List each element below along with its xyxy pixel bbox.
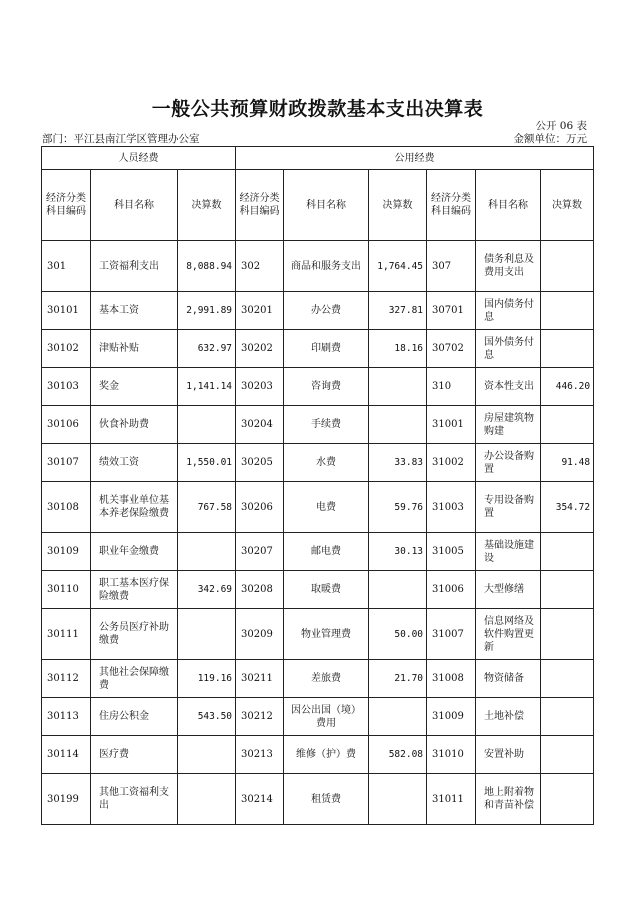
name-cell: 物业管理费 bbox=[284, 609, 369, 660]
name-cell: 大型修缮 bbox=[476, 571, 541, 609]
name-cell: 住房公积金 bbox=[91, 698, 178, 736]
code-cell: 30199 bbox=[42, 774, 91, 825]
name-cell: 地上附着物和青苗补偿 bbox=[476, 774, 541, 825]
code-cell: 31007 bbox=[427, 609, 476, 660]
table-row bbox=[42, 571, 594, 609]
code-cell: 31009 bbox=[427, 698, 476, 736]
amount-cell: 18.16 bbox=[369, 330, 427, 368]
name-cell: 医疗费 bbox=[91, 736, 178, 774]
table-row bbox=[42, 482, 594, 533]
amount-cell: 327.81 bbox=[369, 292, 427, 330]
code-cell: 30103 bbox=[42, 368, 91, 406]
code-cell: 31001 bbox=[427, 406, 476, 444]
amount-cell bbox=[178, 736, 236, 774]
name-cell: 商品和服务支出 bbox=[284, 241, 369, 292]
name-cell: 安置补助 bbox=[476, 736, 541, 774]
code-cell: 30206 bbox=[236, 482, 284, 533]
amount-cell: 582.08 bbox=[369, 736, 427, 774]
header-code: 经济分类科目编码 bbox=[42, 170, 91, 241]
header-name: 科目名称 bbox=[284, 170, 369, 241]
name-cell: 职业年金缴费 bbox=[91, 533, 178, 571]
code-cell: 30209 bbox=[236, 609, 284, 660]
amount-cell bbox=[541, 660, 594, 698]
table-row bbox=[42, 292, 594, 330]
amount-cell: 8,088.94 bbox=[178, 241, 236, 292]
amount-cell bbox=[178, 406, 236, 444]
code-cell: 30111 bbox=[42, 609, 91, 660]
amount-cell: 21.70 bbox=[369, 660, 427, 698]
code-cell: 30207 bbox=[236, 533, 284, 571]
name-cell: 租赁费 bbox=[284, 774, 369, 825]
amount-cell: 543.50 bbox=[178, 698, 236, 736]
code-cell: 30214 bbox=[236, 774, 284, 825]
name-cell: 物资储备 bbox=[476, 660, 541, 698]
code-cell: 31005 bbox=[427, 533, 476, 571]
table-row bbox=[42, 533, 594, 571]
amount-cell bbox=[178, 609, 236, 660]
name-cell: 专用设备购置 bbox=[476, 482, 541, 533]
name-cell: 印刷费 bbox=[284, 330, 369, 368]
name-cell: 土地补偿 bbox=[476, 698, 541, 736]
name-cell: 津贴补贴 bbox=[91, 330, 178, 368]
name-cell: 工资福利支出 bbox=[91, 241, 178, 292]
name-cell: 办公设备购置 bbox=[476, 444, 541, 482]
amount-cell bbox=[541, 609, 594, 660]
code-cell: 31010 bbox=[427, 736, 476, 774]
table-row bbox=[42, 736, 594, 774]
code-cell: 30102 bbox=[42, 330, 91, 368]
amount-cell: 30.13 bbox=[369, 533, 427, 571]
code-cell: 30212 bbox=[236, 698, 284, 736]
budget-table bbox=[41, 146, 594, 825]
code-cell: 30213 bbox=[236, 736, 284, 774]
name-cell: 取暖费 bbox=[284, 571, 369, 609]
name-cell: 资本性支出 bbox=[476, 368, 541, 406]
code-cell: 310 bbox=[427, 368, 476, 406]
name-cell: 机关事业单位基本养老保险缴费 bbox=[91, 482, 178, 533]
code-cell: 31011 bbox=[427, 774, 476, 825]
header-name: 科目名称 bbox=[476, 170, 541, 241]
name-cell: 差旅费 bbox=[284, 660, 369, 698]
code-cell: 30107 bbox=[42, 444, 91, 482]
amount-cell bbox=[369, 406, 427, 444]
name-cell: 债务利息及费用支出 bbox=[476, 241, 541, 292]
name-cell: 水费 bbox=[284, 444, 369, 482]
amount-cell bbox=[541, 241, 594, 292]
amount-cell bbox=[541, 774, 594, 825]
section-personnel: 人员经费 bbox=[42, 147, 236, 170]
amount-cell bbox=[369, 774, 427, 825]
amount-cell bbox=[369, 698, 427, 736]
amount-cell: 342.69 bbox=[178, 571, 236, 609]
amount-cell: 1,550.01 bbox=[178, 444, 236, 482]
code-cell: 307 bbox=[427, 241, 476, 292]
header-code: 经济分类科目编码 bbox=[427, 170, 476, 241]
code-cell: 31003 bbox=[427, 482, 476, 533]
code-cell: 30110 bbox=[42, 571, 91, 609]
header-amount: 决算数 bbox=[541, 170, 594, 241]
code-cell: 301 bbox=[42, 241, 91, 292]
name-cell: 因公出国（境）费用 bbox=[284, 698, 369, 736]
amount-cell bbox=[541, 330, 594, 368]
header-code: 经济分类科目编码 bbox=[236, 170, 284, 241]
section-public: 公用经费 bbox=[236, 147, 594, 170]
header-name: 科目名称 bbox=[91, 170, 178, 241]
name-cell: 绩效工资 bbox=[91, 444, 178, 482]
name-cell: 其他社会保障缴费 bbox=[91, 660, 178, 698]
name-cell: 邮电费 bbox=[284, 533, 369, 571]
header-amount: 决算数 bbox=[369, 170, 427, 241]
amount-cell bbox=[369, 368, 427, 406]
code-cell: 30114 bbox=[42, 736, 91, 774]
code-cell: 30701 bbox=[427, 292, 476, 330]
name-cell: 办公费 bbox=[284, 292, 369, 330]
code-cell: 30205 bbox=[236, 444, 284, 482]
code-cell: 30101 bbox=[42, 292, 91, 330]
table-row bbox=[42, 241, 594, 292]
amount-cell bbox=[541, 292, 594, 330]
code-cell: 30113 bbox=[42, 698, 91, 736]
table-row bbox=[42, 368, 594, 406]
amount-cell: 632.97 bbox=[178, 330, 236, 368]
amount-cell bbox=[178, 533, 236, 571]
code-cell: 30108 bbox=[42, 482, 91, 533]
name-cell: 基础设施建设 bbox=[476, 533, 541, 571]
table-row bbox=[42, 774, 594, 825]
name-cell: 伙食补助费 bbox=[91, 406, 178, 444]
code-cell: 30112 bbox=[42, 660, 91, 698]
department-label: 部门：平江县南江学区管理办公室 bbox=[42, 133, 200, 145]
code-cell: 31006 bbox=[427, 571, 476, 609]
name-cell: 信息网络及软件购置更新 bbox=[476, 609, 541, 660]
code-cell: 31008 bbox=[427, 660, 476, 698]
amount-cell: 354.72 bbox=[541, 482, 594, 533]
amount-cell bbox=[541, 406, 594, 444]
code-cell: 30109 bbox=[42, 533, 91, 571]
amount-cell: 59.76 bbox=[369, 482, 427, 533]
header-amount: 决算数 bbox=[178, 170, 236, 241]
name-cell: 其他工资福利支出 bbox=[91, 774, 178, 825]
code-cell: 30204 bbox=[236, 406, 284, 444]
section-header-row bbox=[42, 147, 594, 170]
amount-cell: 1,141.14 bbox=[178, 368, 236, 406]
amount-cell bbox=[541, 736, 594, 774]
name-cell: 职工基本医疗保险缴费 bbox=[91, 571, 178, 609]
code-cell: 30203 bbox=[236, 368, 284, 406]
name-cell: 手续费 bbox=[284, 406, 369, 444]
name-cell: 基本工资 bbox=[91, 292, 178, 330]
code-cell: 30702 bbox=[427, 330, 476, 368]
code-cell: 302 bbox=[236, 241, 284, 292]
code-cell: 30202 bbox=[236, 330, 284, 368]
amount-cell: 767.58 bbox=[178, 482, 236, 533]
amount-cell: 33.83 bbox=[369, 444, 427, 482]
amount-cell bbox=[178, 774, 236, 825]
name-cell: 国外债务付息 bbox=[476, 330, 541, 368]
table-row bbox=[42, 330, 594, 368]
table-row bbox=[42, 444, 594, 482]
table-row bbox=[42, 698, 594, 736]
amount-unit-label: 金额单位：万元 bbox=[513, 133, 587, 145]
amount-cell: 50.00 bbox=[369, 609, 427, 660]
name-cell: 维修（护）费 bbox=[284, 736, 369, 774]
form-number: 公开 06 表 bbox=[535, 120, 587, 132]
table-row bbox=[42, 406, 594, 444]
code-cell: 30208 bbox=[236, 571, 284, 609]
name-cell: 公务员医疗补助缴费 bbox=[91, 609, 178, 660]
name-cell: 国内债务付息 bbox=[476, 292, 541, 330]
amount-cell: 1,764.45 bbox=[369, 241, 427, 292]
name-cell: 房屋建筑物购建 bbox=[476, 406, 541, 444]
name-cell: 电费 bbox=[284, 482, 369, 533]
amount-cell: 446.20 bbox=[541, 368, 594, 406]
table-row bbox=[42, 609, 594, 660]
amount-cell bbox=[541, 698, 594, 736]
table-row bbox=[42, 660, 594, 698]
amount-cell: 2,991.89 bbox=[178, 292, 236, 330]
amount-cell: 119.16 bbox=[178, 660, 236, 698]
name-cell: 咨询费 bbox=[284, 368, 369, 406]
page-title: 一般公共预算财政拨款基本支出决算表 bbox=[151, 98, 484, 120]
code-cell: 30201 bbox=[236, 292, 284, 330]
code-cell: 31002 bbox=[427, 444, 476, 482]
code-cell: 30211 bbox=[236, 660, 284, 698]
amount-cell bbox=[541, 533, 594, 571]
amount-cell bbox=[369, 571, 427, 609]
column-header-row bbox=[42, 170, 594, 241]
name-cell: 奖金 bbox=[91, 368, 178, 406]
code-cell: 30106 bbox=[42, 406, 91, 444]
amount-cell: 91.48 bbox=[541, 444, 594, 482]
amount-cell bbox=[541, 571, 594, 609]
